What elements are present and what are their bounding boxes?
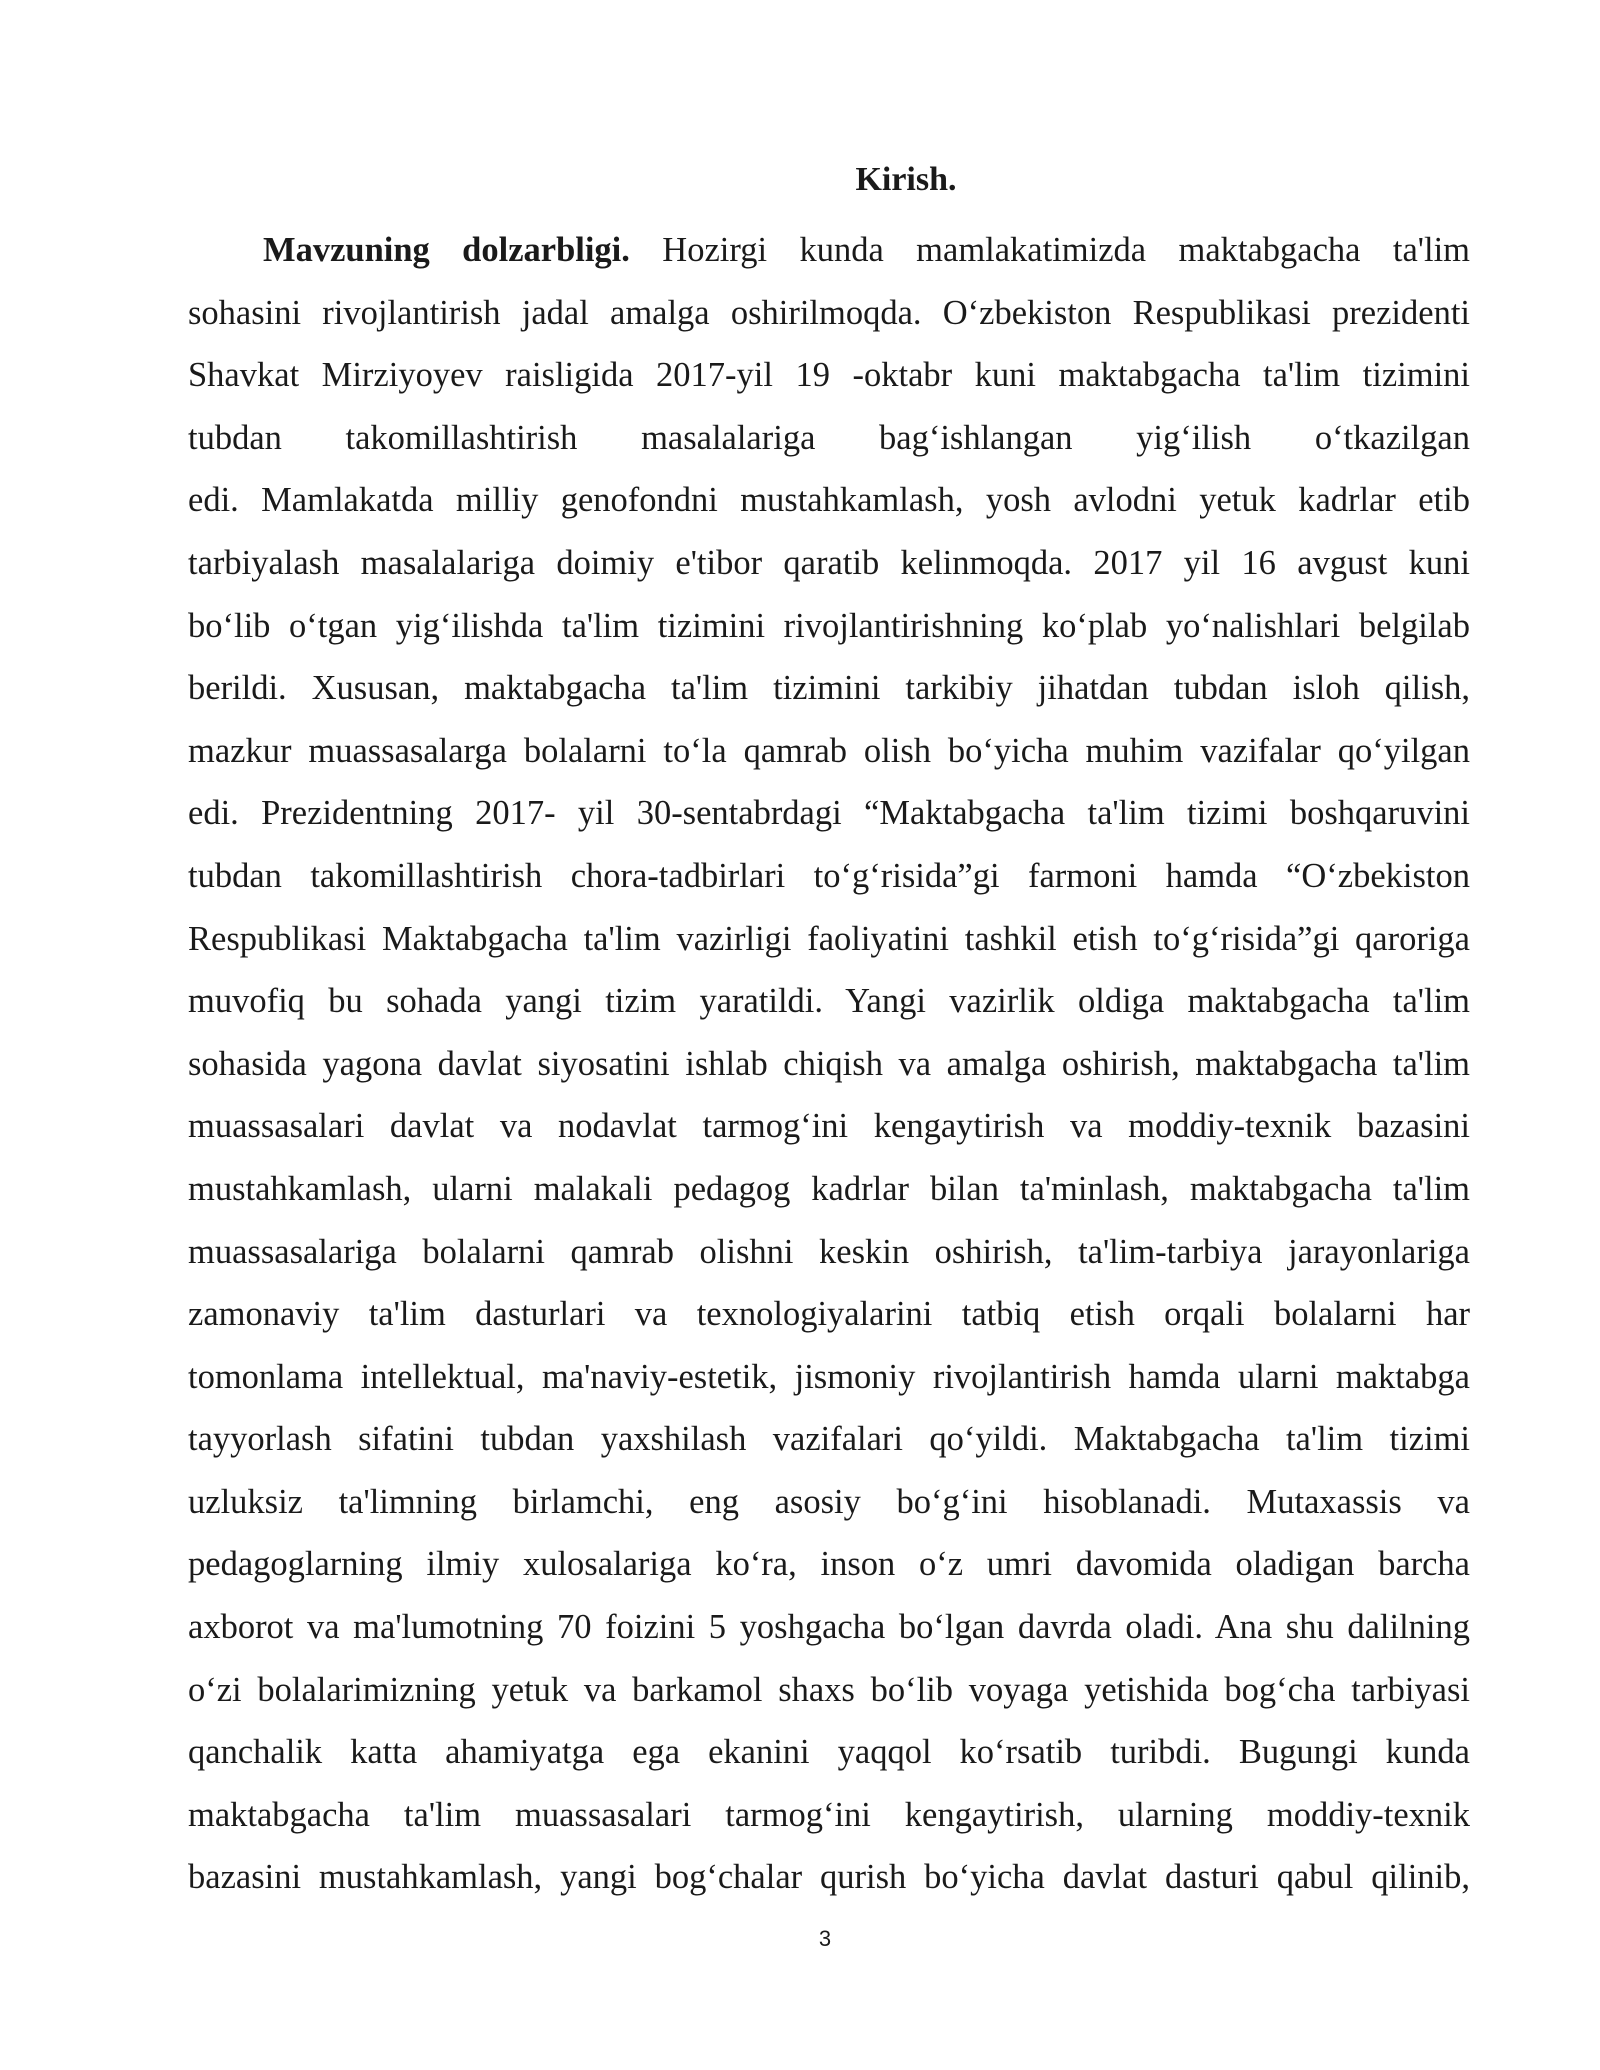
text-line: Shavkat Mirziyoyev raisligida 2017-yil 19 -oktabr kuni maktabgacha ta'lim tizimini [188, 356, 1470, 395]
text-line: muassasalari davlat va nodavlat tarmog‘ini kengaytirish va moddiy-texnik bazasini [188, 1107, 1470, 1146]
text-line: tarbiyalash masalalariga doimiy e'tibor qaratib kelinmoqda. 2017 yil 16 avgust kuni [188, 543, 1470, 582]
text-line: bo‘lib o‘tgan yig‘ilishda ta'lim tizimini rivojlantirishning ko‘plab yo‘nalishlari belgilab [188, 606, 1470, 645]
text-line: mustahkamlash, ularni malakali pedagog kadrlar bilan ta'minlash, maktabgacha ta'lim [188, 1169, 1470, 1208]
text-line: Mavzuning dolzarbligi. Hozirgi kunda mamlakatimizda maktabgacha ta'lim [263, 231, 1470, 269]
text-line: uzluksiz ta'limning birlamchi, eng asosiy bo‘g‘ini hisoblanadi. Mutaxassis va [188, 1482, 1470, 1521]
text-line: o‘zi bolalarimizning yetuk va barkamol shaxs bo‘lib voyaga yetishida bog‘cha tarbiyasi [188, 1670, 1470, 1709]
text-line: Respublikasi Maktabgacha ta'lim vazirligi faoliyatini tashkil etish to‘g‘risida”gi qaroriga [188, 919, 1470, 958]
text-line: muassasalariga bolalarni qamrab olishni keskin oshirish, ta'lim-tarbiya jarayonlariga [188, 1232, 1470, 1271]
text-line: tubdan takomillashtirish chora-tadbirlari to‘g‘risida”gi farmoni hamda “O‘zbekiston [188, 856, 1470, 895]
text-line: maktabgacha ta'lim muassasalari tarmog‘ini kengaytirish, ularning moddiy-texnik [188, 1795, 1470, 1834]
text-line: tubdan takomillashtirish masalalariga bag‘ishlangan yig‘ilish o‘tkazilgan [188, 418, 1470, 457]
body-paragraph [188, 219, 1470, 1909]
text-line: edi. Prezidentning 2017- yil 30-sentabrdagi “Maktabgacha ta'lim tizimi boshqaruvini [188, 794, 1470, 833]
text-line: pedagoglarning ilmiy xulosalariga ko‘ra, inson o‘z umri davomida oladigan barcha [188, 1545, 1470, 1584]
page-title: Kirish. [855, 161, 957, 198]
text-line: tayyorlash sifatini tubdan yaxshilash vazifalari qo‘yildi. Maktabgacha ta'lim tizimi [188, 1420, 1470, 1459]
text-line: tomonlama intellektual, ma'naviy-estetik, jismoniy rivojlantirish hamda ularni maktabga [188, 1357, 1470, 1396]
text-line: sohasida yagona davlat siyosatini ishlab chiqish va amalga oshirish, maktabgacha ta'lim [188, 1044, 1470, 1083]
text-line: mazkur muassasalarga bolalarni to‘la qamrab olish bo‘yicha muhim vazifalar qo‘yilgan [188, 731, 1470, 770]
text-line: bazasini mustahkamlash, yangi bog‘chalar qurish bo‘yicha davlat dasturi qabul qilinib, [188, 1858, 1470, 1897]
text-line: qanchalik katta ahamiyatga ega ekanini yaqqol ko‘rsatib turibdi. Bugungi kunda [188, 1733, 1470, 1772]
text-line: sohasini rivojlantirish jadal amalga oshirilmoqda. O‘zbekiston Respublikasi prezidenti [188, 293, 1470, 332]
page-number: 3 [818, 1926, 832, 1951]
text-line: axborot va ma'lumotning 70 foizini 5 yoshgacha bo‘lgan davrda oladi. Ana shu dalilning [188, 1608, 1470, 1647]
text-line: zamonaviy ta'lim dasturlari va texnologiyalarini tatbiq etish orqali bolalarni har [188, 1295, 1470, 1334]
text-line: edi. Mamlakatda milliy genofondni mustahkamlash, yosh avlodni yetuk kadrlar etib [188, 481, 1470, 520]
text-line: muvofiq bu sohada yangi tizim yaratildi. Yangi vazirlik oldiga maktabgacha ta'lim [188, 982, 1470, 1021]
text-line: berildi. Xususan, maktabgacha ta'lim tizimini tarkibiy jihatdan tubdan isloh qilish, [188, 669, 1470, 708]
lead-heading: Mavzuning dolzarbligi. [263, 231, 630, 269]
